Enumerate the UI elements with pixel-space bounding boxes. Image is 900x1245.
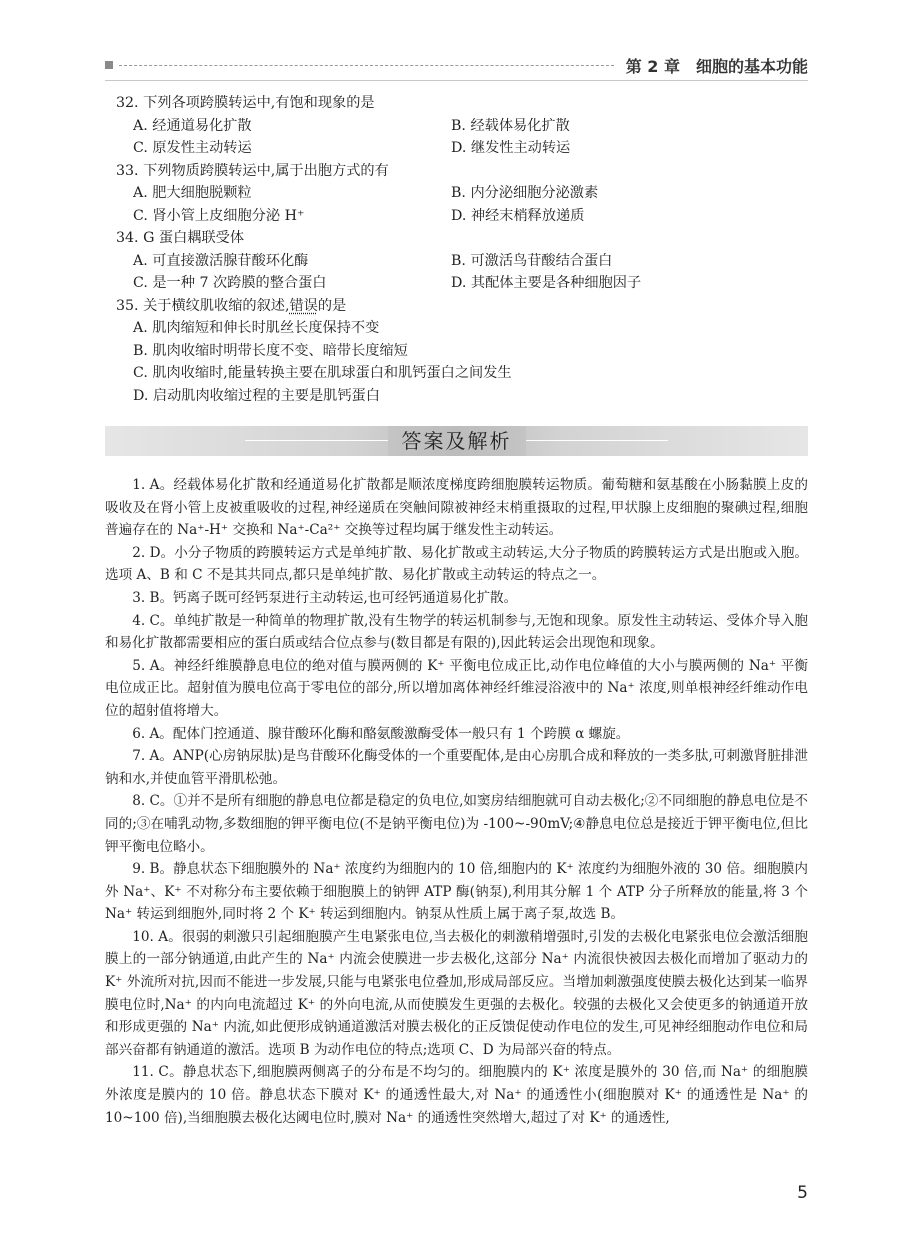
chapter-title: 第 2 章 细胞的基本功能 [625, 56, 808, 76]
option-a: A. 肥大细胞脱颗粒 [133, 185, 252, 201]
question-list [116, 92, 806, 407]
option-c: C. 原发性主动转运 [133, 140, 252, 156]
option-c: C. 肌肉收缩时,能量转换主要在肌球蛋白和肌钙蛋白之间发生 [133, 365, 512, 381]
option-b: B. 经载体易化扩散 [451, 117, 570, 134]
answer-paragraph: 3. B。钙离子既可经钙泵进行主动转运,也可经钙通道易化扩散。 [132, 589, 518, 606]
option-d: D. 继发性主动转运 [451, 140, 571, 156]
header-rule [105, 80, 808, 81]
option-d: D. 启动肌肉收缩过程的主要是肌钙蛋白 [133, 387, 380, 404]
option-c: C. 是一种 7 次跨膜的整合蛋白 [133, 275, 327, 291]
question-stem-suffix: 的是 [317, 297, 347, 314]
answers-list [105, 474, 808, 1129]
option-d: D. 神经末梢释放递质 [451, 207, 585, 224]
answer-paragraph: 10. A。很弱的刺激只引起细胞膜产生电紧张电位,当去极化的刺激稍增强时,引发的去极化电紧张电位会激活细胞膜上的一部分钠通道,由此产生的 Na⁺ 内流会使膜进一步去极化,这部分 Na⁺ 内流很快被因去极化而增加了驱动力的 K⁺ 外流所对抗,因而不能进一步发展,只能与电紧张电位叠加,形成局部反应。当增加刺激强度使膜去极化达到某一临界膜电位时,Na⁺ 的内向电流超过 K⁺ 的外向电流,从而使膜发生更强的去极化。较强的去极化又会使更多的钠通道开放和形成更强的 Na⁺ 内流,如此便形成钠通道激活对膜去极化的正反馈促使动作电位的发生,可见神经细胞动作电位和局部兴奋都有钠通道的激活。选项 B 为动作电位的特点;选项 C、D 为局部兴奋的特点。 [105, 928, 808, 1058]
question-stem: 32. 下列各项跨膜转运中,有饱和现象的是 [116, 95, 375, 111]
question-35 [116, 295, 806, 408]
answer-paragraph: 9. B。静息状态下细胞膜外的 Na⁺ 浓度约为细胞内的 10 倍,细胞内的 K⁺ 浓度约为细胞外液的 30 倍。细胞膜内外 Na⁺、K⁺ 不对称分布主要依赖于细胞膜上的钠钾 ATP 酶(钠泵),利用其分解 1 个 ATP 分子所释放的能量,将 3 个 Na⁺ 转运到细胞外,同时将 2 个 K⁺ 转运到细胞内。钠泵从性质上属于离子泵,故选 B。 [105, 861, 808, 923]
answer-paragraph: 11. C。静息状态下,细胞膜两侧离子的分布是不均匀的。细胞膜内的 K⁺ 浓度是膜外的 30 倍,而 Na⁺ 的细胞膜外浓度是膜内的 10 倍。静息状态下膜对 K⁺ 的通透性最大,对 Na⁺ 的通透性小(细胞膜对 K⁺ 的通透性是 Na⁺ 的 10~100 倍),当细胞膜去极化达阈电位时,膜对 Na⁺ 的通透性突然增大,超过了对 K⁺ 的通透性, [105, 1064, 808, 1126]
page-number: 5 [797, 1183, 808, 1203]
header-square-marker [105, 61, 113, 69]
question-options [116, 250, 806, 295]
question-32 [116, 92, 806, 160]
question-options [116, 317, 806, 407]
option-d: D. 其配体主要是各种细胞因子 [451, 275, 642, 291]
question-stem: 34. G 蛋白耦联受体 [116, 230, 245, 246]
answer-paragraph: 4. C。单纯扩散是一种简单的物理扩散,没有生物学的转运机制参与,无饱和现象。原发性主动转运、受体介导入胞和易化扩散都需要相应的蛋白质或结合位点参与(数目都是有限的),因此转运会出现饱和现象。 [105, 612, 808, 652]
option-b: B. 肌肉收缩时明带长度不变、暗带长度缩短 [133, 342, 408, 359]
running-header [105, 50, 808, 80]
answer-paragraph: 1. A。经载体易化扩散和经通道易化扩散都是顺浓度梯度跨细胞膜转运物质。葡萄糖和氨基酸在小肠黏膜上皮的吸收及在肾小管上皮被重吸收的过程,神经递质在突触间隙被神经末梢重摄取的过程,甲状腺上皮细胞的聚碘过程,细胞普遍存在的 Na⁺-H⁺ 交换和 Na⁺-Ca²⁺ 交换等过程均属于继发性主动转运。 [105, 477, 808, 539]
question-stem: 33. 下列物质跨膜转运中,属于出胞方式的有 [116, 162, 389, 179]
answers-section-banner [105, 426, 808, 456]
question-34 [116, 227, 806, 295]
question-stem-prefix: 35. 关于横纹肌收缩的叙述, [116, 297, 290, 314]
answer-paragraph: 5. A。神经纤维膜静息电位的绝对值与膜两侧的 K⁺ 平衡电位成正比,动作电位峰值的大小与膜两侧的 Na⁺ 平衡电位成正比。超射值为膜电位高于零电位的部分,所以增加离体神经纤维浸浴液中的 Na⁺ 浓度,则单根神经纤维动作电位的超射值将增大。 [105, 657, 808, 719]
option-c: C. 肾小管上皮细胞分泌 H⁺ [133, 207, 305, 224]
question-33 [116, 160, 806, 228]
question-options [116, 182, 806, 227]
header-dotted-rule [119, 65, 614, 66]
option-a: A. 肌肉缩短和伸长时肌丝长度保持不变 [133, 320, 380, 336]
question-stem [116, 295, 806, 318]
option-a: A. 可直接激活腺苷酸环化酶 [133, 252, 309, 269]
option-b: B. 内分泌细胞分泌激素 [451, 185, 599, 201]
answers-section-title: 答案及解析 [388, 426, 526, 456]
answer-paragraph: 6. A。配体门控通道、腺苷酸环化酶和酪氨酸激酶受体一般只有 1 个跨膜 α 螺旋。 [132, 725, 630, 742]
question-options [116, 115, 806, 160]
answer-paragraph: 7. A。ANP(心房钠尿肽)是鸟苷酸环化酶受体的一个重要配体,是由心房肌合成和释放的一类多肽,可刺激肾脏排泄钠和水,并使血管平滑肌松弛。 [105, 748, 808, 787]
answer-paragraph: 2. D。小分子物质的跨膜转运方式是单纯扩散、易化扩散或主动转运,大分子物质的跨膜转运方式是出胞或入胞。选项 A、B 和 C 不是其共同点,都只是单纯扩散、易化扩散或主动转运的特点之一。 [105, 544, 808, 584]
answer-paragraph: 8. C。①并不是所有细胞的静息电位都是稳定的负电位,如窦房结细胞就可自动去极化;②不同细胞的静息电位是不同的;③在哺乳动物,多数细胞的钾平衡电位(不是钠平衡电位)为 -100~-90mV;④静息电位总是接近于钾平衡电位,但比钾平衡电位略小。 [105, 793, 808, 855]
question-stem-emphasis: 错误 [289, 297, 318, 314]
option-b: B. 可激活鸟苷酸结合蛋白 [451, 252, 613, 269]
option-a: A. 经通道易化扩散 [133, 117, 252, 134]
